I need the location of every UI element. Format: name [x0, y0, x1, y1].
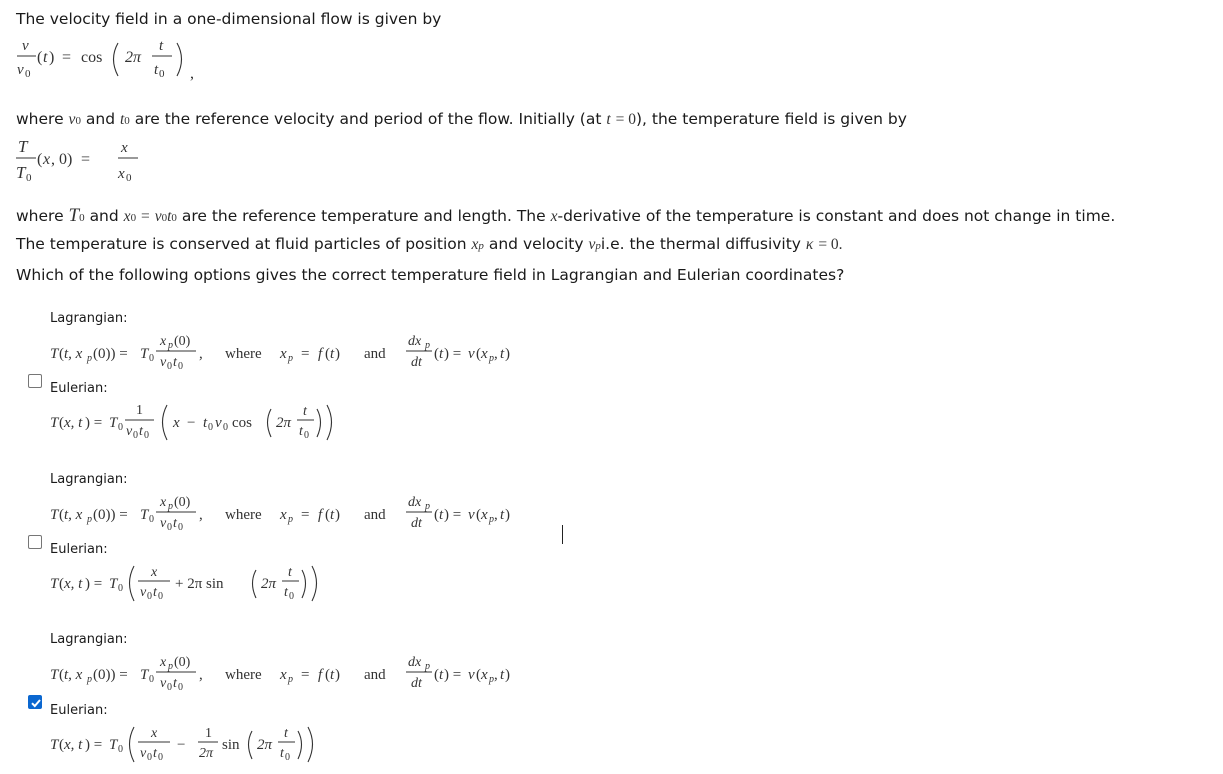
svg-text:f: f: [318, 667, 323, 683]
option-2-lagrangian-equation: [48, 491, 538, 537]
svg-text:t: t: [43, 49, 48, 66]
svg-text:f: f: [318, 346, 323, 362]
svg-text:dt: dt: [411, 676, 422, 691]
svg-text:t: t: [330, 507, 335, 523]
svg-text:T: T: [109, 576, 118, 592]
question-intro: The velocity field in a one-dimensional flow is given by: [16, 10, 442, 28]
svg-text:0: 0: [118, 583, 123, 594]
where-line-2: where T0 and x0 = v0t0 are the reference temperature and length. The x-derivative of the temperature is constant and does not change in time.: [16, 205, 1116, 226]
velocity-equation: [14, 34, 234, 96]
svg-text:p: p: [168, 340, 173, 351]
svg-text:p: p: [425, 340, 430, 351]
svg-text:(: (: [59, 667, 64, 683]
svg-text:T: T: [16, 163, 26, 182]
option-1-lagrangian-label: Lagrangian:: [50, 311, 128, 326]
svg-text:0: 0: [223, 422, 228, 433]
svg-text:t: t: [284, 585, 288, 600]
svg-text:(0): (0): [174, 495, 191, 510]
svg-text:(: (: [476, 507, 481, 523]
svg-text:t: t: [154, 62, 159, 78]
option-2-checkbox[interactable]: [28, 535, 42, 549]
svg-text:where: where: [225, 667, 262, 683]
svg-text:p: p: [168, 501, 173, 512]
svg-text:t: t: [173, 516, 177, 531]
svg-text:t: t: [139, 424, 143, 439]
where-line-1: where v0 and t0 are the reference velocity and period of the flow. Initially (at t = 0), the temperature field is given by: [16, 110, 907, 128]
svg-text:,: ,: [494, 667, 498, 683]
svg-text:(: (: [476, 667, 481, 683]
svg-text:x: x: [118, 166, 125, 182]
checkmark-icon: [30, 697, 42, 709]
svg-text:p: p: [425, 501, 430, 512]
svg-text:T: T: [109, 737, 118, 753]
svg-text:2π: 2π: [261, 576, 277, 592]
svg-text:t: t: [173, 355, 177, 370]
svg-text:T: T: [50, 737, 59, 753]
svg-text:t: t: [173, 676, 177, 691]
svg-text:,: ,: [190, 65, 194, 82]
svg-text:2π: 2π: [125, 49, 142, 66]
svg-text:(: (: [59, 346, 64, 362]
svg-text:dx: dx: [408, 334, 422, 349]
svg-text:T: T: [140, 346, 149, 362]
svg-text:0: 0: [178, 522, 183, 533]
svg-text:0: 0: [208, 422, 213, 433]
svg-text:0: 0: [158, 591, 163, 602]
svg-text:T: T: [50, 667, 59, 683]
svg-text:v: v: [468, 346, 475, 362]
option-1-eulerian-label: Eulerian:: [50, 381, 108, 396]
svg-text:,: ,: [494, 507, 498, 523]
svg-text:T: T: [140, 507, 149, 523]
svg-text:T: T: [50, 346, 59, 362]
svg-text:v: v: [22, 38, 29, 54]
svg-text:(: (: [325, 507, 330, 523]
svg-text:v: v: [140, 746, 147, 761]
svg-text:(: (: [59, 415, 64, 431]
option-3-lagrangian-equation: [48, 651, 538, 697]
svg-text:x, t: x, t: [64, 737, 83, 753]
svg-text:t, x: t, x: [64, 507, 83, 523]
svg-text:T: T: [109, 415, 118, 431]
svg-text:v: v: [160, 516, 167, 531]
svg-text:x: x: [121, 140, 128, 156]
option-3-checkbox[interactable]: [28, 695, 42, 709]
svg-text:,: ,: [199, 667, 203, 683]
svg-text:2π: 2π: [276, 415, 292, 431]
svg-text:x, t: x, t: [64, 576, 83, 592]
svg-text:v: v: [160, 355, 167, 370]
option-3-eulerian-equation: [48, 722, 348, 770]
svg-text:=: =: [301, 346, 310, 362]
svg-text:where: where: [225, 346, 262, 362]
svg-text:0: 0: [118, 422, 123, 433]
svg-text:p: p: [288, 674, 293, 685]
svg-text:1: 1: [136, 403, 143, 418]
svg-text:1: 1: [205, 726, 212, 741]
svg-text:T: T: [50, 507, 59, 523]
svg-text:dt: dt: [411, 516, 422, 531]
option-3-lagrangian-label: Lagrangian:: [50, 632, 128, 647]
svg-text:=: =: [301, 507, 310, 523]
svg-text:, 0): , 0): [51, 151, 73, 168]
svg-text:): ): [335, 667, 340, 683]
option-1-eulerian-equation: [48, 400, 368, 446]
svg-text:p: p: [489, 353, 494, 364]
svg-text:(: (: [325, 346, 330, 362]
svg-text:p: p: [87, 674, 92, 685]
svg-text:0: 0: [178, 682, 183, 693]
svg-text:) =: ) =: [444, 346, 462, 362]
svg-text:,: ,: [199, 346, 203, 362]
svg-text:p: p: [87, 514, 92, 525]
svg-text:0: 0: [147, 752, 152, 763]
option-1-checkbox[interactable]: [28, 374, 42, 388]
svg-text:0: 0: [167, 682, 172, 693]
svg-text:(: (: [476, 346, 481, 362]
svg-text:0: 0: [178, 361, 183, 372]
svg-text:(: (: [434, 667, 439, 683]
svg-text:t: t: [159, 38, 164, 54]
svg-text:(0): (0): [174, 655, 191, 670]
svg-text:x: x: [280, 507, 287, 523]
svg-text:x: x: [280, 346, 287, 362]
svg-text:,: ,: [494, 346, 498, 362]
svg-text:and: and: [364, 507, 386, 523]
svg-text:0: 0: [149, 674, 154, 685]
svg-text:): ): [505, 667, 510, 683]
svg-text:(: (: [434, 346, 439, 362]
svg-text:sin: sin: [222, 737, 240, 753]
svg-text:t: t: [330, 346, 335, 362]
svg-text:) =: ) =: [85, 415, 103, 431]
svg-text:t: t: [500, 667, 505, 683]
svg-text:dt: dt: [411, 355, 422, 370]
svg-text:): ): [335, 346, 340, 362]
svg-text:(0)) =: (0)) =: [93, 507, 128, 523]
svg-text:x: x: [43, 151, 51, 168]
svg-text:t: t: [288, 565, 292, 580]
svg-text:x: x: [280, 667, 287, 683]
svg-text:t: t: [203, 415, 208, 431]
svg-text:where: where: [225, 507, 262, 523]
svg-text:=: =: [301, 667, 310, 683]
svg-text:v: v: [160, 676, 167, 691]
svg-text:T: T: [50, 415, 59, 431]
svg-text:0: 0: [133, 430, 138, 441]
svg-text:t: t: [439, 346, 444, 362]
svg-text:(0)) =: (0)) =: [93, 346, 128, 362]
svg-text:f: f: [318, 507, 323, 523]
svg-text:0: 0: [158, 752, 163, 763]
svg-text:p: p: [288, 353, 293, 364]
svg-text:0: 0: [167, 361, 172, 372]
svg-text:p: p: [489, 514, 494, 525]
svg-text:v: v: [126, 424, 133, 439]
svg-text:x: x: [160, 334, 167, 349]
svg-text:dx: dx: [408, 655, 422, 670]
svg-text:t: t: [153, 585, 157, 600]
svg-text:x: x: [481, 667, 488, 683]
svg-text:v: v: [140, 585, 147, 600]
svg-text:cos: cos: [81, 49, 103, 66]
svg-text:(0): (0): [174, 334, 191, 349]
svg-text:t, x: t, x: [64, 667, 83, 683]
question-prompt: Which of the following options gives the correct temperature field in Lagrangian and Eulerian coordinates?: [16, 266, 845, 284]
svg-text:cos: cos: [232, 415, 252, 431]
svg-text:x: x: [481, 346, 488, 362]
svg-text:2π: 2π: [199, 746, 214, 761]
svg-text:v: v: [468, 667, 475, 683]
svg-text:) =: ) =: [85, 737, 103, 753]
svg-text:t: t: [299, 424, 303, 439]
svg-text:T: T: [140, 667, 149, 683]
svg-text:2π: 2π: [257, 737, 273, 753]
svg-text:0: 0: [118, 744, 123, 755]
svg-text:p: p: [288, 514, 293, 525]
svg-text:x: x: [151, 565, 158, 580]
svg-text:(: (: [59, 507, 64, 523]
svg-text:t: t: [500, 346, 505, 362]
svg-text:x: x: [481, 507, 488, 523]
svg-text:): ): [505, 507, 510, 523]
svg-text:0: 0: [149, 514, 154, 525]
svg-text:t: t: [500, 507, 505, 523]
svg-text:p: p: [425, 661, 430, 672]
svg-text:t: t: [439, 507, 444, 523]
svg-text:x: x: [151, 726, 158, 741]
svg-text:(: (: [37, 49, 43, 66]
svg-text:T: T: [50, 576, 59, 592]
svg-text:(: (: [59, 737, 64, 753]
svg-text:x: x: [160, 495, 167, 510]
where-line-3: The temperature is conserved at fluid particles of position xp and velocity vpi.e. the thermal diffusivity κ = 0.: [16, 235, 843, 253]
option-2-lagrangian-label: Lagrangian:: [50, 472, 128, 487]
svg-text:0: 0: [304, 430, 309, 441]
svg-text:−: −: [177, 737, 186, 753]
option-2-eulerian-label: Eulerian:: [50, 542, 108, 557]
svg-text:): ): [505, 346, 510, 362]
svg-text:(: (: [325, 667, 330, 683]
svg-text:x: x: [173, 415, 180, 431]
svg-text:0: 0: [289, 591, 294, 602]
svg-text:v: v: [215, 415, 222, 431]
svg-text:,: ,: [199, 507, 203, 523]
svg-text:t: t: [284, 726, 288, 741]
svg-text:+ 2π sin: + 2π sin: [175, 576, 224, 592]
svg-text:p: p: [87, 353, 92, 364]
svg-text:0: 0: [147, 591, 152, 602]
svg-text:t: t: [303, 404, 307, 419]
svg-text:v: v: [17, 62, 24, 78]
svg-text:) =: ) =: [85, 576, 103, 592]
svg-text:v: v: [468, 507, 475, 523]
option-3-eulerian-label: Eulerian:: [50, 703, 108, 718]
option-1-lagrangian-equation: [48, 330, 538, 376]
svg-text:=: =: [62, 49, 72, 66]
svg-text:0: 0: [149, 353, 154, 364]
svg-text:) =: ) =: [444, 507, 462, 523]
svg-text:(: (: [59, 576, 64, 592]
svg-text:p: p: [168, 661, 173, 672]
svg-text:p: p: [489, 674, 494, 685]
svg-text:=: =: [81, 151, 91, 168]
svg-text:) =: ) =: [444, 667, 462, 683]
svg-text:0: 0: [159, 68, 165, 80]
svg-text:t: t: [153, 746, 157, 761]
svg-text:T: T: [18, 137, 28, 156]
svg-text:0: 0: [25, 68, 31, 80]
svg-text:t: t: [280, 746, 284, 761]
svg-text:t: t: [330, 667, 335, 683]
svg-text:−: −: [187, 415, 196, 431]
svg-text:(0)) =: (0)) =: [93, 667, 128, 683]
svg-text:and: and: [364, 667, 386, 683]
svg-text:and: and: [364, 346, 386, 362]
svg-text:): ): [49, 49, 55, 66]
svg-text:t: t: [439, 667, 444, 683]
temperature-initial-equation: [14, 134, 174, 196]
svg-text:0: 0: [26, 172, 32, 184]
svg-text:t, x: t, x: [64, 346, 83, 362]
svg-text:x, t: x, t: [64, 415, 83, 431]
svg-text:(: (: [37, 151, 43, 168]
svg-text:0: 0: [126, 172, 132, 184]
option-2-eulerian-equation: [48, 561, 348, 607]
text-cursor: [562, 525, 563, 544]
svg-text:): ): [335, 507, 340, 523]
svg-text:(: (: [434, 507, 439, 523]
svg-text:x: x: [160, 655, 167, 670]
svg-text:0: 0: [167, 522, 172, 533]
svg-text:0: 0: [285, 752, 290, 763]
svg-text:dx: dx: [408, 495, 422, 510]
svg-text:0: 0: [144, 430, 149, 441]
